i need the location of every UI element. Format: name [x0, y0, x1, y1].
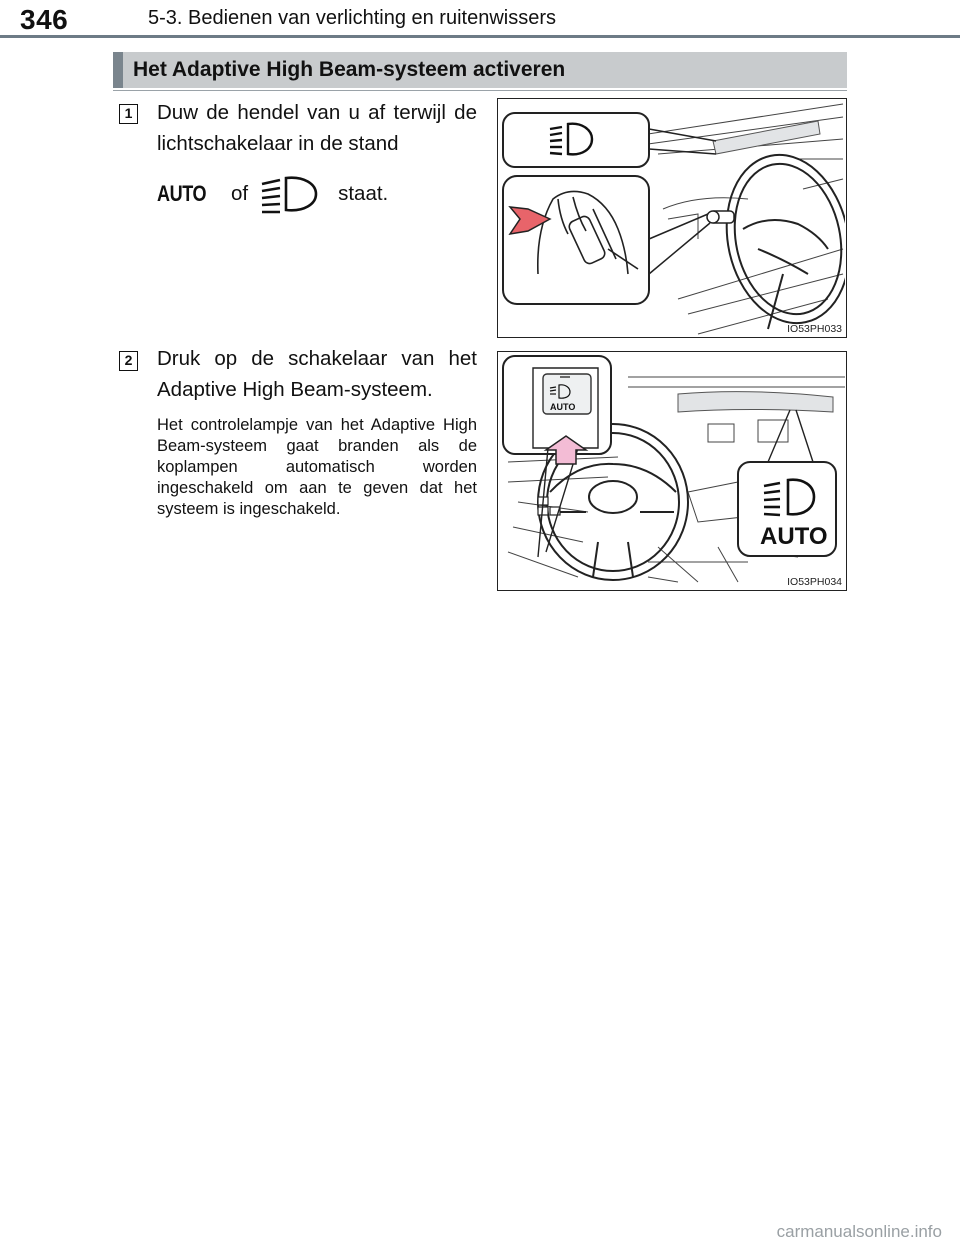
connector-text: of — [231, 182, 249, 205]
footer-watermark[interactable]: carmanualsonline.info — [776, 1222, 942, 1241]
step-2-text: Druk op de schakelaar van het Adaptive High Beam-systeem. — [157, 347, 477, 401]
step-2-note: Het controlelampje van het Adaptive High Beam-systeem gaat branden als de koplampen automatisch worden ingeschakeld om aan te geven dat het systeem is ingeschakeld. — [157, 416, 477, 518]
page-number: 346 — [20, 4, 69, 35]
figure-steering-lever — [497, 98, 847, 338]
step-1-badge: 1 — [119, 104, 138, 124]
section-heading-text: Het Adaptive High Beam-systeem activeren — [133, 58, 566, 81]
switch-auto-label: AUTO — [550, 402, 576, 412]
running-header: 5-3. Bedienen van verlichting en ruitenwissers — [148, 7, 556, 29]
indicator-auto-label: AUTO — [760, 523, 828, 550]
auto-label: AUTO — [157, 181, 207, 206]
suffix-text: staat. — [338, 182, 389, 205]
step-1-icon-line — [157, 172, 388, 216]
step-2-badge: 2 — [119, 351, 138, 371]
header-rule — [0, 35, 960, 38]
figure-dashboard-switch — [497, 351, 847, 591]
figure-2-code: IO53PH034 — [787, 576, 842, 588]
headlight-high-beam-icon — [260, 172, 320, 216]
figure-1-code: IO53PH033 — [787, 323, 842, 335]
section-heading — [113, 52, 847, 88]
step-1-text: Duw de hendel van u af terwijl de lichtschakelaar in de stand — [157, 101, 477, 155]
